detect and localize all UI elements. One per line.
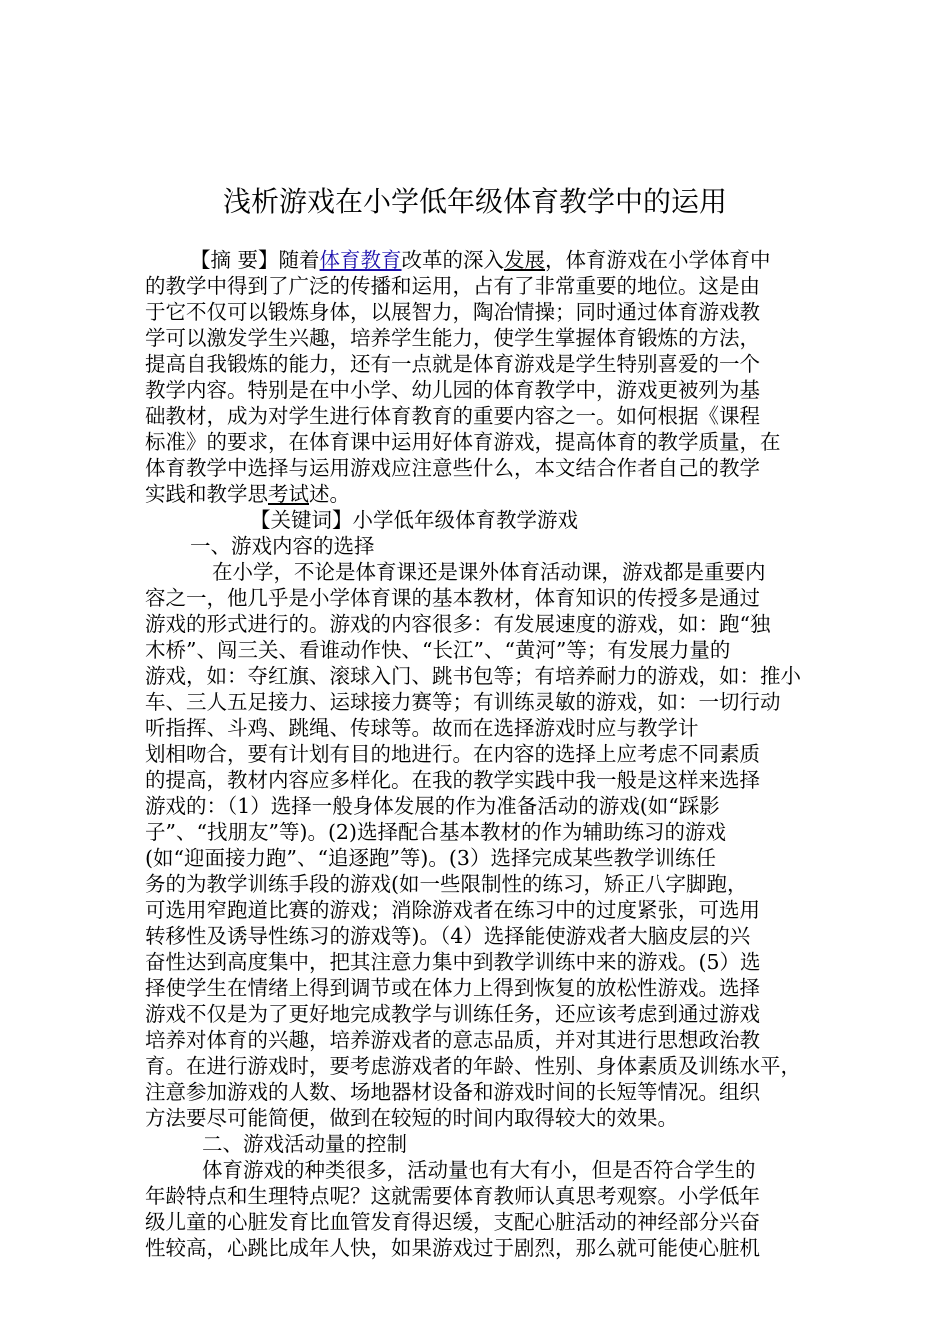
body-line: 体育游戏的种类很多，活动量也有大有小，但是否符合学生的	[202, 1158, 756, 1182]
body-line: 划相吻合，要有计划有目的地进行。在内容的选择上应考虑不同素质	[145, 742, 760, 766]
body-line: 奋性达到高度集中，把其注意力集中到教学训练中来的游戏。(5）选	[145, 950, 761, 974]
abstract-text: 述。	[309, 482, 350, 506]
body-line: 子”、“找朋友”等)。(2)选择配合基本教材的作为辅助练习的游戏	[145, 820, 726, 844]
body-line: 容之一，他几乎是小学体育课的基本教材，体育知识的传授多是通过	[145, 586, 760, 610]
abstract-line-1	[190, 247, 870, 273]
body-line: 游戏，如：夺红旗、滚球入门、跳书包等；有培养耐力的游戏，如：推小	[145, 664, 801, 688]
body-line: 木桥”、闯三关、看谁动作快、“长江”、“黄河”等；有发展力量的	[145, 638, 731, 662]
abstract-line: 教学内容。特别是在中小学、幼儿园的体育教学中，游戏更被列为基	[145, 378, 760, 402]
abstract-line-last	[145, 481, 825, 507]
body-line: 性较高，心跳比成年人快，如果游戏过于剧烈，那么就可能使心脏机	[145, 1236, 760, 1260]
body-line: 游戏不仅是为了更好地完成教学与训练任务，还应该考虑到通过游戏	[145, 1002, 760, 1026]
abstract-line: 础教材，成为对学生进行体育教育的重要内容之一。如何根据《课程	[145, 404, 760, 428]
body-line: 注意参加游戏的人数、场地器材设备和游戏时间的长短等情况。组织	[145, 1080, 760, 1104]
body-line: 听指挥、斗鸡、跳绳、传球等。故而在选择游戏时应与教学计	[145, 716, 699, 740]
body-line: 转移性及诱导性练习的游戏等)。（4）选择能使游戏者大脑皮层的兴	[145, 924, 751, 948]
abstract-line: 体育教学中选择与运用游戏应注意些什么，本文结合作者自己的教学	[145, 456, 760, 480]
body-line: 可选用窄跑道比赛的游戏；消除游戏者在练习中的过度紧张，可选用	[145, 898, 760, 922]
body-line: 务的为教学训练手段的游戏(如一些限制性的练习，矫正八字脚跑，	[145, 872, 748, 896]
section-heading-1: 一、游戏内容的选择	[190, 534, 375, 558]
abstract-line: 的教学中得到了广泛的传播和运用，占有了非常重要的地位。这是由	[145, 274, 760, 298]
body-line: 游戏的形式进行的。游戏的内容很多：有发展速度的游戏，如：跑“独	[145, 612, 771, 636]
body-line: 育。在进行游戏时，要考虑游戏者的年龄、性别、身体素质及训练水平，	[145, 1054, 801, 1078]
abstract-line: 学可以激发学生兴趣，培养学生能力，使学生掌握体育锻炼的方法，	[145, 326, 760, 350]
section-heading-2: 二、游戏活动量的控制	[202, 1132, 407, 1156]
keywords-line: 【关键词】小学低年级体育教学游戏	[250, 508, 578, 532]
body-line: 年龄特点和生理特点呢？这就需要体育教师认真思考观察。小学低年	[145, 1184, 760, 1208]
abstract-text: ，体育游戏在小学体育中	[545, 248, 771, 272]
body-line: 择使学生在情绪上得到调节或在体力上得到恢复的放松性游戏。选择	[145, 976, 760, 1000]
body-line: 级儿童的心脏发育比血管发育得迟缓，支配心脏活动的神经部分兴奋	[145, 1210, 760, 1234]
body-line: 在小学，不论是体育课还是课外体育活动课，游戏都是重要内	[212, 560, 766, 584]
document-title: 浅析游戏在小学低年级体育教学中的运用	[222, 185, 727, 218]
abstract-label: 【摘 要】随着	[190, 248, 320, 272]
body-line: 方法要尽可能简便，做到在较短的时间内取得较大的效果。	[145, 1106, 678, 1130]
abstract-line: 于它不仅可以锻炼身体，以展智力，陶冶情操；同时通过体育游戏教	[145, 300, 760, 324]
abstract-text: 实践和教学思	[145, 482, 268, 506]
abstract-line: 标准》的要求，在体育课中运用好体育游戏，提高体育的教学质量，在	[145, 430, 781, 454]
abstract-text: 改革的深入	[401, 248, 505, 272]
development-link[interactable]: 发展	[504, 248, 546, 272]
abstract-line: 提高自我锻炼的能力，还有一点就是体育游戏是学生特别喜爱的一个	[145, 352, 760, 376]
body-line: 的提高，教材内容应多样化。在我的教学实践中我一般是这样来选择	[145, 768, 760, 792]
body-line: 游戏的：（1）选择一般身体发展的作为准备活动的游戏(如“踩影	[145, 794, 720, 818]
body-line: (如“迎面接力跑”、“追逐跑”等)。(3）选择完成某些教学训练任	[145, 846, 716, 870]
exam-link[interactable]: 考试	[268, 482, 309, 506]
body-line: 车、三人五足接力、运球接力赛等；有训练灵敏的游戏，如：一切行动	[145, 690, 781, 714]
physical-education-link[interactable]: 体育教育	[319, 248, 402, 272]
body-line: 培养对体育的兴趣，培养游戏者的意志品质，并对其进行思想政治教	[145, 1028, 760, 1052]
